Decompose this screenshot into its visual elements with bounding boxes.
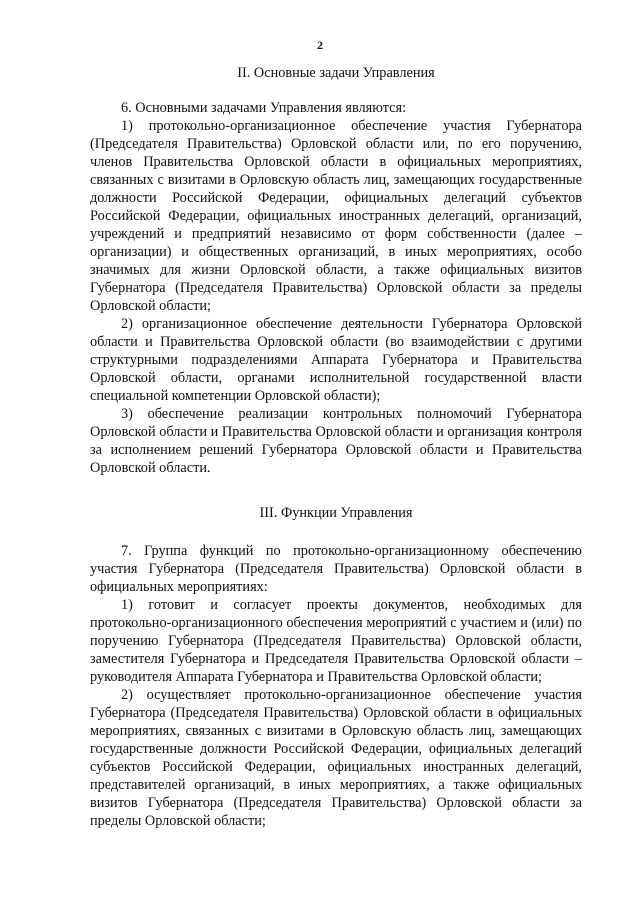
task-item-1: 1) протокольно-организационное обеспечение участия Губернатора (Председателя Правительства) Орловской области или, по его поручению, членов Правительства Орловской области в официальных мероприятиях, связанных с визитами в Орловскую область лиц, замещающих государственные должности Российской Федерации, официальных делегаций субъектов Российской Федерации, официальных иностранных делегаций, организаций, учреждений и предприятий независимо от форм собственности (далее – организации) и общественных организаций, в иных мероприятиях, особо значимых для жизни Орловской области, а также официальных визитов Губернатора (Председателя Правительства) Орловской области за пределы Орловской области; [90, 118, 582, 314]
section-2-task-list [90, 117, 582, 477]
document-body [90, 64, 582, 830]
section-3-heading: III. Функции Управления [259, 505, 413, 521]
function-item-1: 1) готовит и согласует проекты документов, необходимых для протокольно-организационного обеспечения мероприятий с участием и (или) по поручению Губернатора (Председателя Правительства) Орловской области, заместителя Губернатора и Председателя Правительства Орловской области – руководителя Аппарата Губернатора и Правительства Орловской области; [90, 597, 582, 685]
section-2-heading: II. Основные задачи Управления [237, 65, 435, 81]
function-item-2: 2) осуществляет протокольно-организационное обеспечение участия Губернатора (Председателя Правительства) Орловской области в официальных мероприятиях, связанных с визитами в Орловскую область лиц, замещающих государственные должности Российской Федерации, официальных делегаций субъектов Российской Федерации, официальных иностранных делегаций, представителей организаций, в иных мероприятиях, а также официальных визитов Губернатора (Председателя Правительства) Орловской области за пределы Орловской области; [90, 687, 582, 829]
task-item-2: 2) организационное обеспечение деятельности Губернатора Орловской области и Правительства Орловской области (во взаимодействии с другими структурными подразделениями Аппарата Губернатора и Правительства Орловской области, органами исполнительной государственной власти специальной компетенции Орловской области); [90, 316, 582, 404]
page-number: 2 [317, 38, 323, 52]
section-3-intro: 7. Группа функций по протокольно-организационному обеспечению участия Губернатора (Председателя Правительства) Орловской области в официальных мероприятиях: [90, 543, 582, 595]
task-item-3: 3) обеспечение реализации контрольных полномочий Губернатора Орловской области и Правительства Орловской области и организация контроля за исполнением решений Губернатора Орловской области и Правительства Орловской области. [90, 406, 582, 476]
section-3-function-list [90, 596, 582, 830]
section-2-intro: 6. Основными задачами Управления являются: [121, 100, 407, 116]
